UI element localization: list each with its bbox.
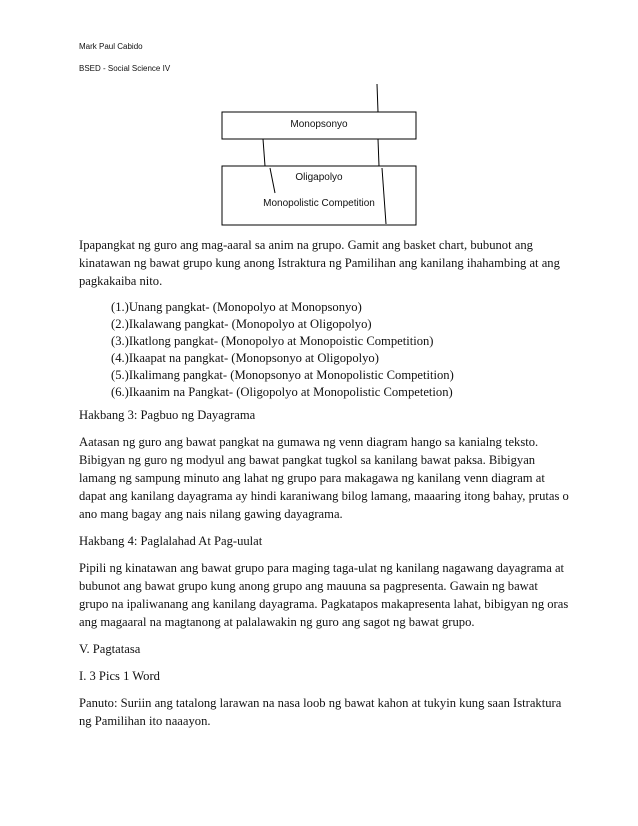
list-item: (4.)Ikaapat na pangkat- (Monopsonyo at Oligopolyo) <box>111 351 379 365</box>
list-item: (2.)Ikalawang pangkat- (Monopolyo at Oligopolyo) <box>111 317 372 331</box>
label-monopolistic-competition: Monopolistic Competition <box>263 198 375 209</box>
market-structure-diagram <box>0 0 638 240</box>
step3-paragraph: Aatasan ng guro ang bawat pangkat na gumawa ng venn diagram hango sa kanialng teksto. Bibigyan ng guro ng modyul ang bawat pangkat tugkol sa kanilang bawat paksa. Bibigyan lamang ng sampung minuto ang lahat ng grupo para makagawa ng kanilang venn diagram at dapat ang kanilang dayagrama ay hindi karaniwang bilog lamang, maaaring itong bahay, prutas o ano mang bagay ang nais nilang gawing dayagrama. <box>79 435 569 521</box>
section-v-title: V. Pagtatasa <box>79 642 141 656</box>
document-body <box>79 236 569 739</box>
panuto-paragraph: Panuto: Suriin ang tatalong larawan na nasa loob ng bawat kahon at tukyin kung saan Istraktura ng Pamilihan ito naaayon. <box>79 696 562 728</box>
label-oligapolyo: Oligapolyo <box>295 172 343 183</box>
author-name: Mark Paul Cabido <box>79 42 143 51</box>
connector-right <box>378 139 379 166</box>
connector-top <box>377 84 378 112</box>
step4-paragraph: Pipili ng kinatawan ang bawat grupo para maging taga-ulat ng kanilang nagawang dayagrama at bubunot ang bawat grupo kung anong grupo ang mauuna sa pagpresenta. Gawain ng bawat grupo na ipaliwanang ang kanilang dayagrama. Pagkatapos makapresenta lahat, bibigyan ng oras ang magaaral na magtanong at palalawakin ng guro ang sagot ng bawat grupo. <box>79 561 569 629</box>
course-label: BSED - Social Science IV <box>79 64 171 73</box>
group-list <box>79 299 569 401</box>
step3-title: Hakbang 3: Pagbuo ng Dayagrama <box>79 408 256 422</box>
list-item: (1.)Unang pangkat- (Monopolyo at Monopsonyo) <box>111 300 362 314</box>
list-item: (6.)Ikaanim na Pangkat- (Oligopolyo at Monopolistic Competetion) <box>111 385 453 399</box>
label-monopsonyo: Monopsonyo <box>290 119 348 130</box>
connector-left <box>263 139 265 166</box>
section-i-title: I. 3 Pics 1 Word <box>79 669 160 683</box>
step4-title: Hakbang 4: Paglalahad At Pag-uulat <box>79 534 263 548</box>
intro-paragraph: Ipapangkat ng guro ang mag-aaral sa anim na grupo. Gamit ang basket chart, bubunot ang kinatawan ng bawat grupo kung anong Istraktura ng Pamilihan ang kanilang ihahambing at ang pagkakaiba nito. <box>79 238 560 288</box>
list-item: (5.)Ikalimang pangkat- (Monopsonyo at Monopolistic Competition) <box>111 368 454 382</box>
list-item: (3.)Ikatlong pangkat- (Monopolyo at Monopoistic Competition) <box>111 334 434 348</box>
